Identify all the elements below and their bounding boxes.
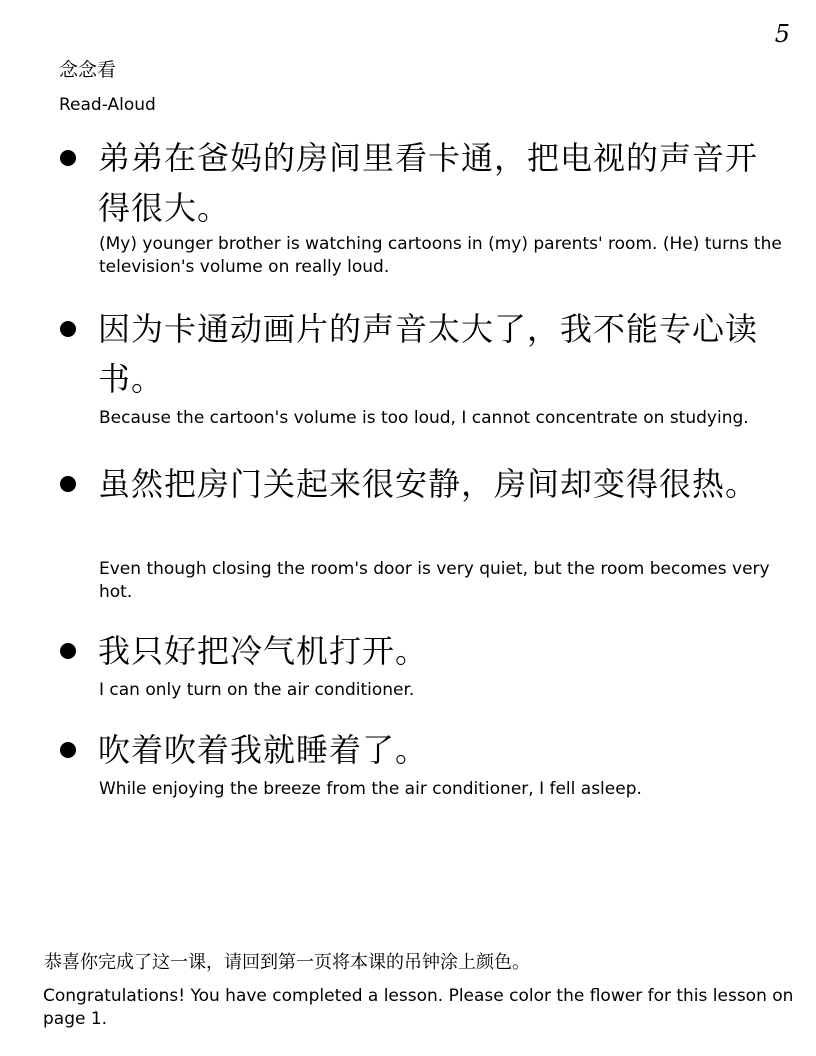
bullet-icon (60, 321, 76, 337)
sentence-chinese: 吹着吹着我就睡着了。 (98, 731, 429, 769)
section-title-chinese: 念念看 (59, 59, 117, 81)
sentence-english: Even though closing the room's door is very quiet, but the room becomes very hot. (99, 559, 770, 602)
page-number: 5 (774, 20, 790, 48)
bullet-icon (60, 476, 76, 492)
sentence-chinese: 虽然把房门关起来很安静，房间却变得很热。 (98, 465, 759, 503)
sentence-chinese: 弟弟在爸妈的房间里看卡通，把电视的声音开得很大。 (98, 139, 759, 227)
bullet-icon (60, 742, 76, 758)
sentence-english: Because the cartoon's volume is too loud, I cannot concentrate on studying. (99, 408, 749, 428)
sentence-chinese: 我只好把冷气机打开。 (98, 632, 429, 670)
congratulations-english: Congratulations! You have completed a lesson. Please color the flower for this lesson on page 1. (43, 986, 794, 1029)
sentence-chinese: 因为卡通动画片的声音太大了，我不能专心读书。 (98, 310, 759, 398)
sentence-english: (My) younger brother is watching cartoons in (my) parents' room. (He) turns the television's volume on really loud. (99, 234, 782, 277)
bullet-icon (60, 150, 76, 166)
sentence-english: I can only turn on the air conditioner. (99, 680, 415, 700)
congratulations-chinese: 恭喜你完成了这一课，请回到第一页将本课的吊钟涂上颜色。 (44, 952, 530, 973)
sentence-english: While enjoying the breeze from the air conditioner, I fell asleep. (99, 779, 642, 799)
bullet-icon (60, 643, 76, 659)
section-title-english: Read-Aloud (59, 95, 156, 115)
